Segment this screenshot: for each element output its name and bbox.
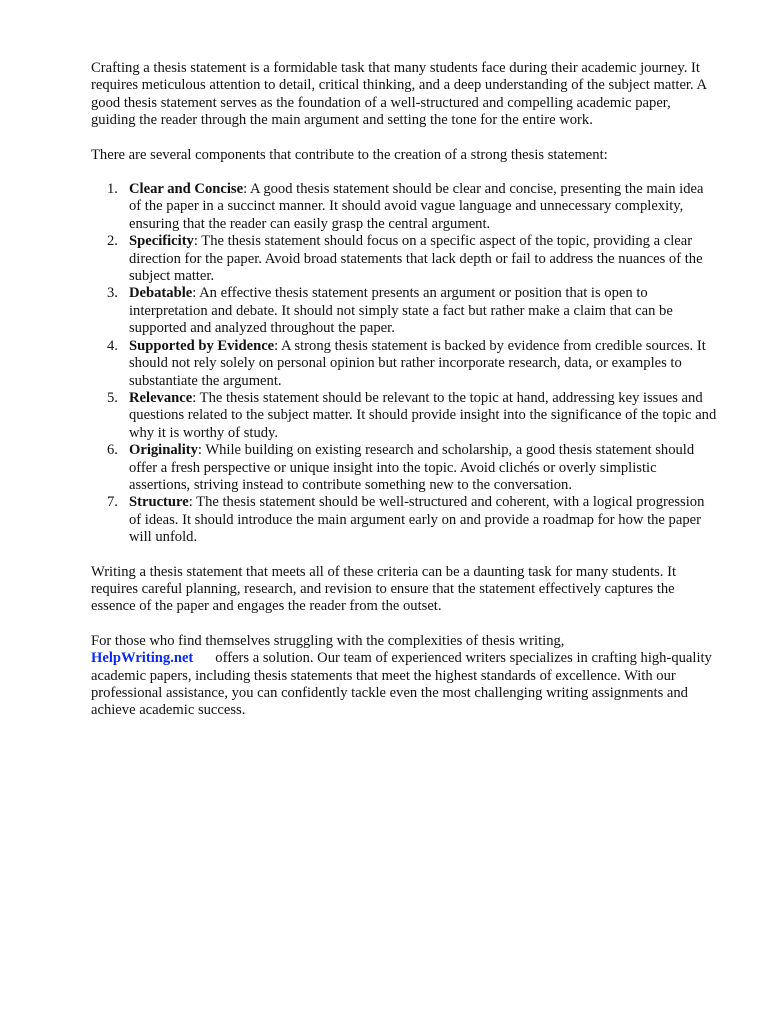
writing-paragraph: Writing a thesis statement that meets all of these criteria can be a daunting task for many students. It requires careful planning, research, and revision to ensure that the statement effectively captures the essence of the paper and engages the reader from the outset. [91, 563, 677, 615]
list-item-number: 7. [107, 494, 118, 511]
list-item-term: Supported by Evidence [129, 337, 275, 354]
list-item-term: Structure [129, 494, 189, 511]
helpwriting-link[interactable]: HelpWriting.net [91, 650, 194, 667]
closing-lead-text: For those who find themselves struggling with the complexities of thesis writing, [91, 632, 565, 649]
list-item-term: Clear and Concise [129, 181, 244, 198]
list-item-term: Relevance [129, 389, 193, 406]
list-item [91, 390, 717, 442]
list-item [91, 442, 717, 494]
list-item-text: : An effective thesis statement presents an argument or position that is open to interpretation and debate. It should not simply state a fact but rather make a claim that can be supported and analyzed throughout the paper. [129, 285, 673, 337]
list-item-number: 4. [107, 337, 118, 354]
list-item-text: : A strong thesis statement is backed by evidence from credible sources. It should not rely solely on personal opinion but rather incorporate research, data, or examples to substantiate the argument. [129, 337, 706, 389]
list-item [91, 181, 717, 233]
list-item-number: 6. [107, 442, 118, 459]
list-item-term: Specificity [129, 233, 194, 250]
document-page [91, 60, 717, 720]
list-item-text: : While building on existing research and scholarship, a good thesis statement should offer a fresh perspective or unique insight into the topic. Avoid clichés or overly simplistic assertions, striving instead to contribute something new to the conversation. [129, 442, 695, 493]
list-item-term: Debatable [129, 285, 193, 302]
closing-paragraph [91, 633, 717, 720]
components-intro-paragraph: There are several components that contribute to the creation of a strong thesis statement: [91, 146, 608, 163]
list-item-text: : The thesis statement should focus on a specific aspect of the topic, providing a clear direction for the paper. Avoid broad statements that lack depth or fail to address the nuances of the subject matter. [129, 233, 703, 285]
list-item [91, 338, 717, 390]
list-item [91, 285, 717, 337]
closing-rest-text: offers a solution. Our team of experienced writers specializes in crafting high-quality academic papers, including thesis statements that meet the highest standards of excellence. With our professional assistance, you can confidently tackle even the most challenging writing assignments and achieve academic success. [91, 650, 712, 719]
list-item-text: : The thesis statement should be well-structured and coherent, with a logical progression of ideas. It should introduce the main argument early on and provide a roadmap for how the paper will unfold. [129, 494, 705, 546]
list-item [91, 233, 717, 285]
list-item-text: : A good thesis statement should be clear and concise, presenting the main idea of the paper in a succinct manner. It should avoid vague language and unnecessary complexity, ensuring that the reader can easily grasp the central argument. [129, 181, 704, 232]
list-item-term: Originality [129, 442, 198, 459]
list-item [91, 494, 717, 546]
list-item-number: 2. [107, 233, 118, 250]
list-item-number: 3. [107, 285, 118, 302]
criteria-list [91, 181, 717, 547]
list-item-number: 5. [107, 389, 118, 406]
list-item-text: : The thesis statement should be relevant to the topic at hand, addressing key issues and questions related to the subject matter. It should provide insight into the significance of the topic and why it is worthy of study. [129, 389, 717, 441]
intro-paragraph: Crafting a thesis statement is a formidable task that many students face during their academic journey. It requires meticulous attention to detail, critical thinking, and a deep understanding of the subject matter. A good thesis statement serves as the foundation of a well-structured and compelling academic paper, guiding the reader through the main argument and setting the tone for the entire work. [91, 60, 707, 129]
list-item-number: 1. [107, 181, 118, 198]
